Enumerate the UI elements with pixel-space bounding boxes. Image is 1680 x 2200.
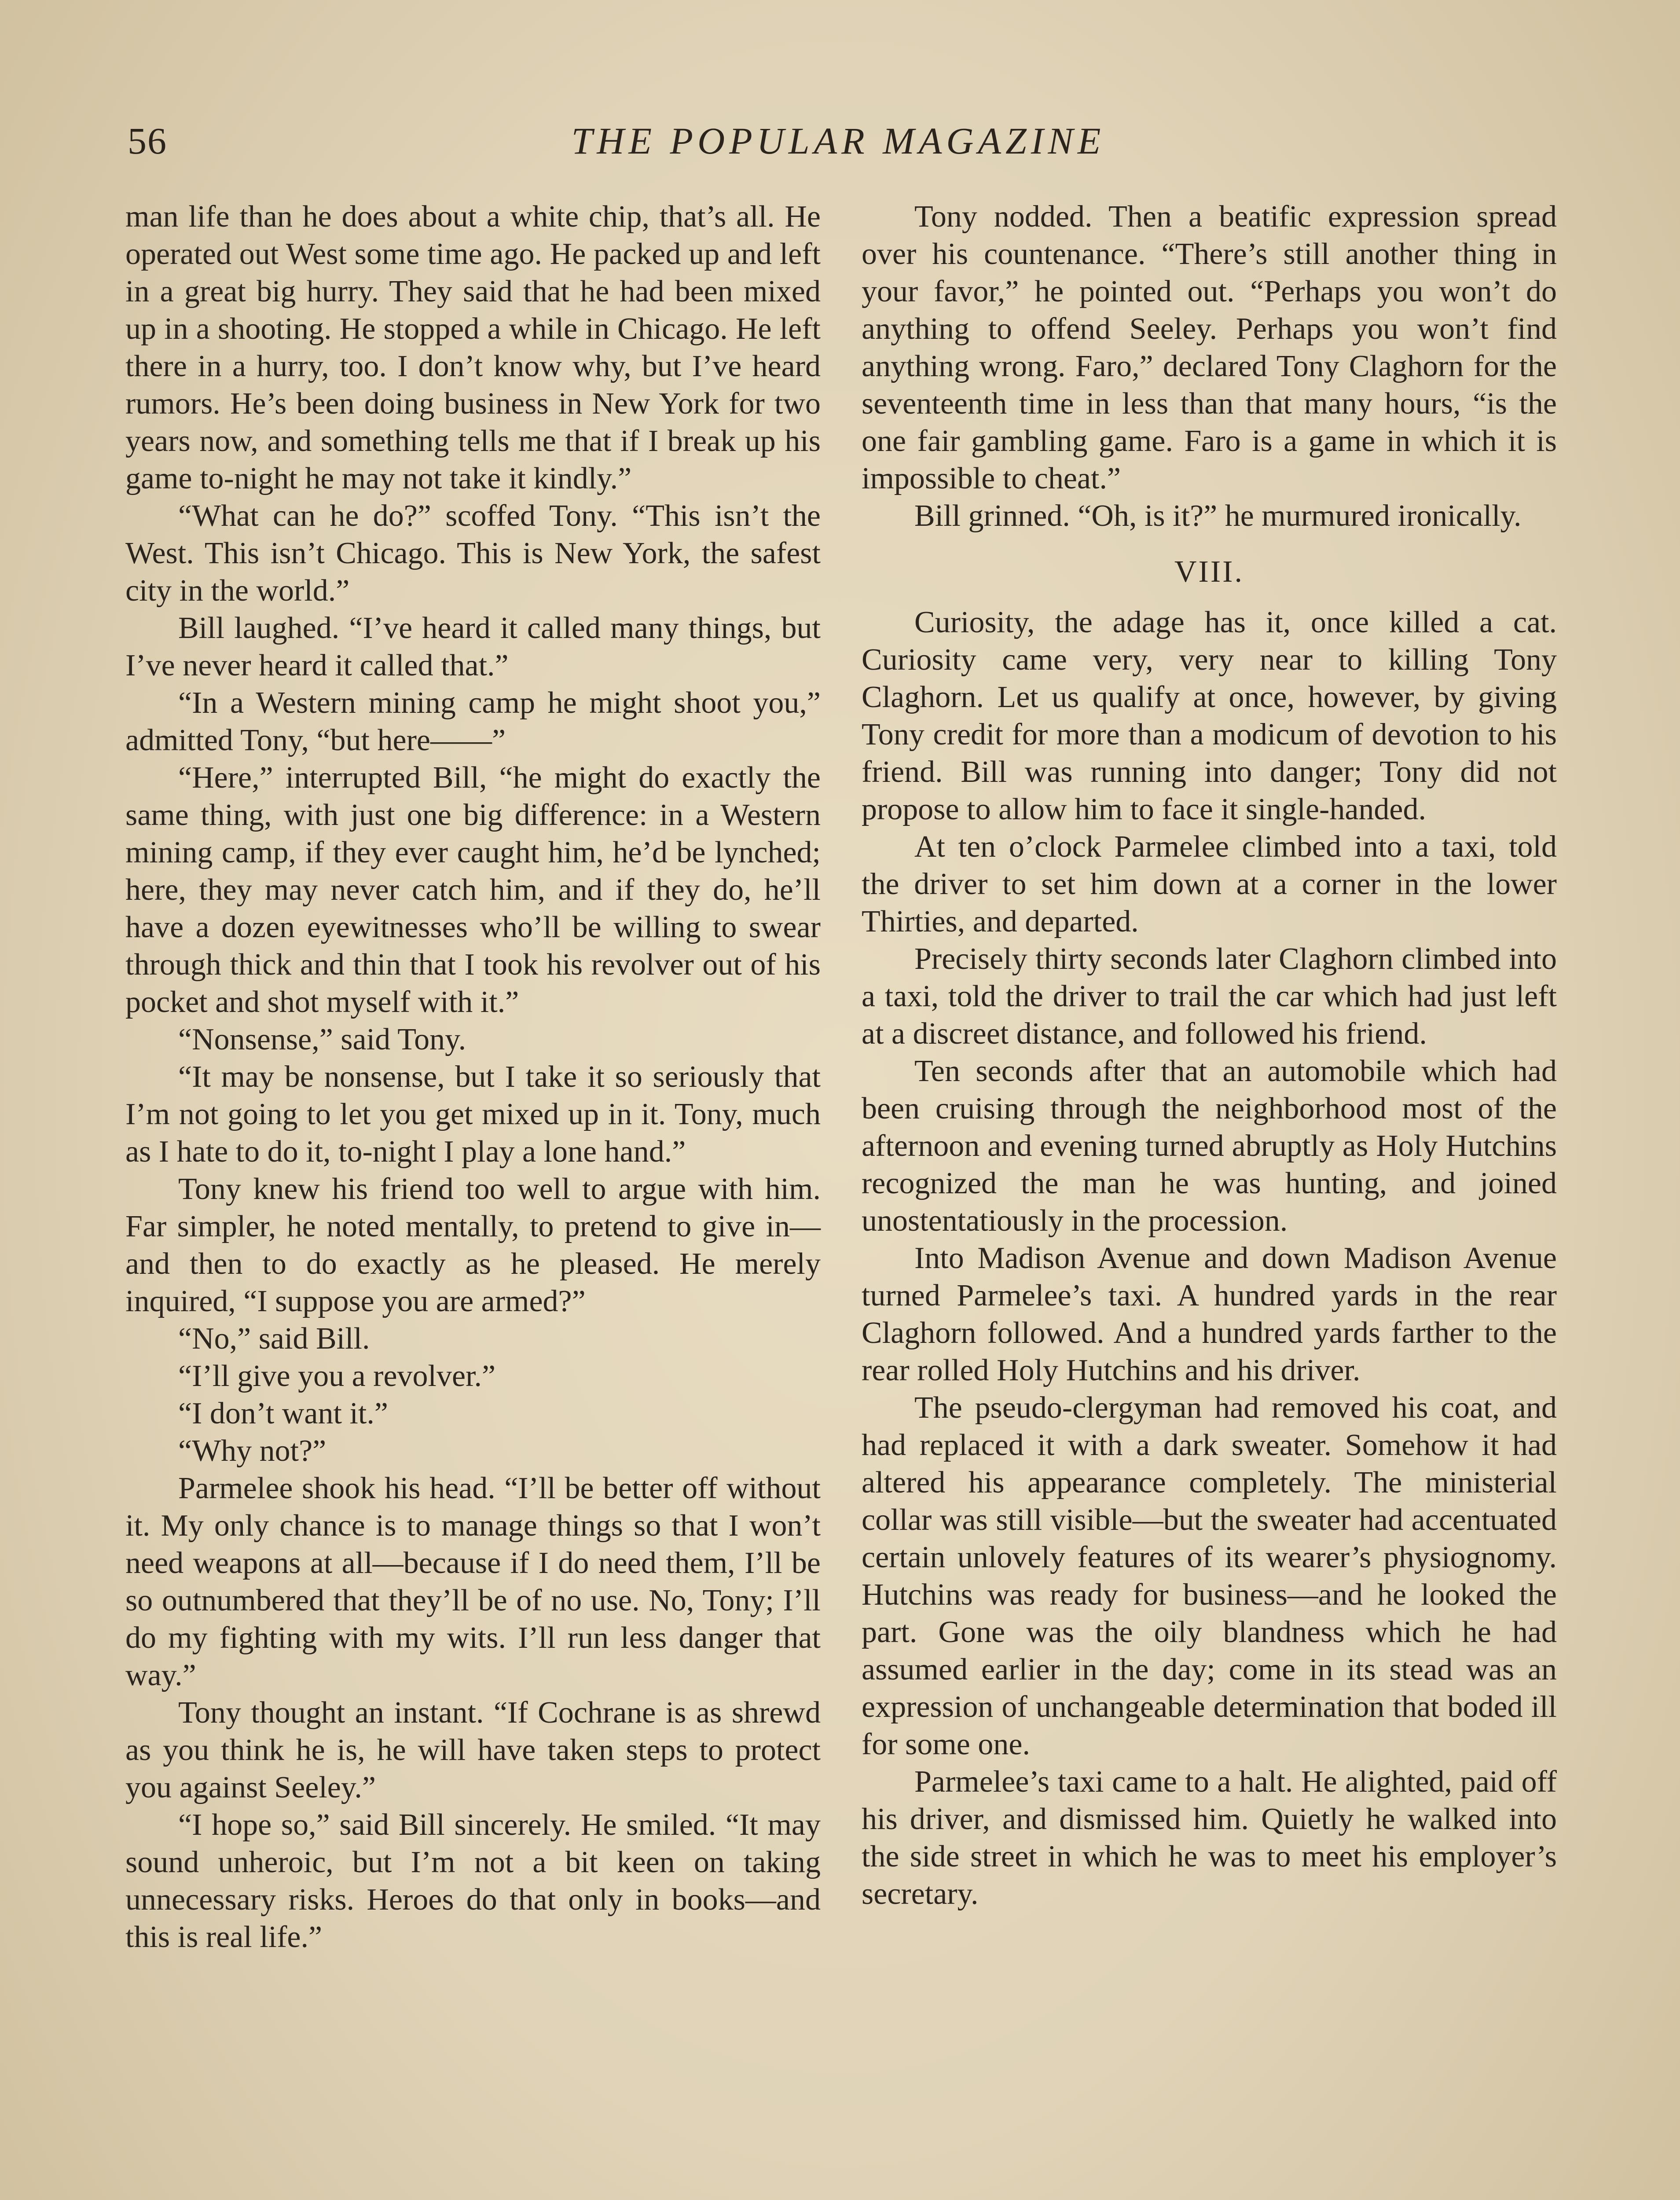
paragraph: Tony nodded. Then a beatific expression spread over his countenance. “There’s still another thing in your favor,” he pointed out. “Perhaps you won’t do anything to offend Seeley. Perhaps you won’t find anything wrong. Faro,” declared Tony Claghorn for the seventeenth time in less than that many hours, “is the one fair gambling game. Faro is a game in which it is impossible to cheat.” bbox=[862, 200, 1557, 495]
paragraph: Parmelee shook his head. “I’ll be better off without it. My only chance is to manage things so that I won’t need weapons at all—because if I do need them, I’ll be so outnumbered that they’ll be of no use. No, Tony; I’ll do my fighting with my wits. I’ll run less danger that way.” bbox=[125, 1471, 821, 1692]
paragraph: “I hope so,” said Bill sincerely. He smiled. “It may sound unheroic, but I’m not a bit keen on taking unnecessary risks. Heroes do that only in books—and this is real life.” bbox=[125, 1808, 821, 1954]
paragraph: “In a Western mining camp he might shoot you,” admitted Tony, “but here——” bbox=[125, 686, 821, 757]
paragraph: “It may be nonsense, but I take it so seriously that I’m not going to let you get mixed up in it. Tony, much as I hate to do it, to-night I play a lone hand.” bbox=[125, 1060, 821, 1169]
paragraph: “Here,” interrupted Bill, “he might do exactly the same thing, with just one big difference: in a Western mining camp, if they ever caught him, he’d be lynched; here, they may never catch him, and if they do, he’ll have a dozen eyewitnesses who’ll be willing to swear through thick and thin that I took his revolver out of his pocket and shot myself with it.” bbox=[125, 761, 821, 1019]
paragraph: Bill laughed. “I’ve heard it called many things, but I’ve never heard it called that.” bbox=[125, 611, 821, 682]
paragraph: Bill grinned. “Oh, is it?” he murmured ironically. bbox=[914, 499, 1522, 533]
paragraph: “I don’t want it.” bbox=[178, 1397, 388, 1430]
paragraph: Tony knew his friend too well to argue with him. Far simpler, he noted mentally, to pretend to give in—and then to do exactly as he pleased. He merely inquired, “I suppose you are armed?” bbox=[125, 1172, 821, 1318]
running-title: THE POPULAR MAGAZINE bbox=[571, 120, 1105, 162]
paragraph: The pseudo-clergyman had removed his coat, and had replaced it with a dark sweater. Somehow it had altered his appearance completely. The ministerial collar was still visible—but the sweater had accentuated certain unlovely features of its wearer’s physiognomy. Hutchins was ready for business—and he looked the part. Gone was the oily blandness which he had assumed earlier in the day; come in its stead was an expression of unchangeable determination that boded ill for some one. bbox=[862, 1391, 1557, 1761]
paragraph: Parmelee’s taxi came to a halt. He alighted, paid off his driver, and dismissed him. Quietly he walked into the side street in which he was to meet his employer’s secretary. bbox=[862, 1765, 1557, 1911]
paragraph: Curiosity, the adage has it, once killed a cat. Curiosity came very, very near to killing Tony Claghorn. Let us qualify at once, however, by giving Tony credit for more than a modicum of devotion to his friend. Bill was running into danger; Tony did not propose to allow him to face it single-handed. bbox=[862, 605, 1557, 826]
paragraph: Precisely thirty seconds later Claghorn climbed into a taxi, told the driver to trail the car which had just left at a discreet distance, and followed his friend. bbox=[862, 942, 1557, 1051]
paragraph: man life than he does about a white chip, that’s all. He operated out West some time ago. He packed up and left in a great big hurry. They said that he had been mixed up in a shooting. He stopped a while in Chicago. He left there in a hurry, too. I don’t know why, but I’ve heard rumors. He’s been doing business in New York for two years now, and something tells me that if I break up his game to-night he may not take it kindly.” bbox=[125, 200, 821, 495]
page-header bbox=[123, 119, 1553, 172]
page-number: 56 bbox=[128, 120, 167, 162]
right-column bbox=[862, 198, 1557, 1913]
section-heading: VIII. bbox=[1174, 555, 1244, 589]
paragraph: “I’ll give you a revolver.” bbox=[178, 1359, 496, 1393]
paragraph: “Nonsense,” said Tony. bbox=[178, 1023, 466, 1056]
paragraph: “No,” said Bill. bbox=[178, 1322, 370, 1356]
paragraph: Ten seconds after that an automobile which had been cruising through the neighborhood most of the afternoon and evening turned abruptly as Holy Hutchins recognized the man he was hunting, and joined unostentatiously in the procession. bbox=[862, 1054, 1557, 1238]
paragraph: Into Madison Avenue and down Madison Avenue turned Parmelee’s taxi. A hundred yards in the rear Claghorn followed. And a hundred yards farther to the rear rolled Holy Hutchins and his driver. bbox=[862, 1241, 1557, 1387]
paragraph: “Why not?” bbox=[178, 1434, 326, 1468]
paragraph: “What can he do?” scoffed Tony. “This isn’t the West. This isn’t Chicago. This is New York, the safest city in the world.” bbox=[125, 499, 821, 608]
paragraph: Tony thought an instant. “If Cochrane is as shrewd as you think he is, he will have taken steps to protect you against Seeley.” bbox=[125, 1696, 821, 1804]
paragraph: At ten o’clock Parmelee climbed into a taxi, told the driver to set him down at a corner in the lower Thirties, and departed. bbox=[862, 830, 1557, 939]
left-column bbox=[125, 198, 821, 1956]
